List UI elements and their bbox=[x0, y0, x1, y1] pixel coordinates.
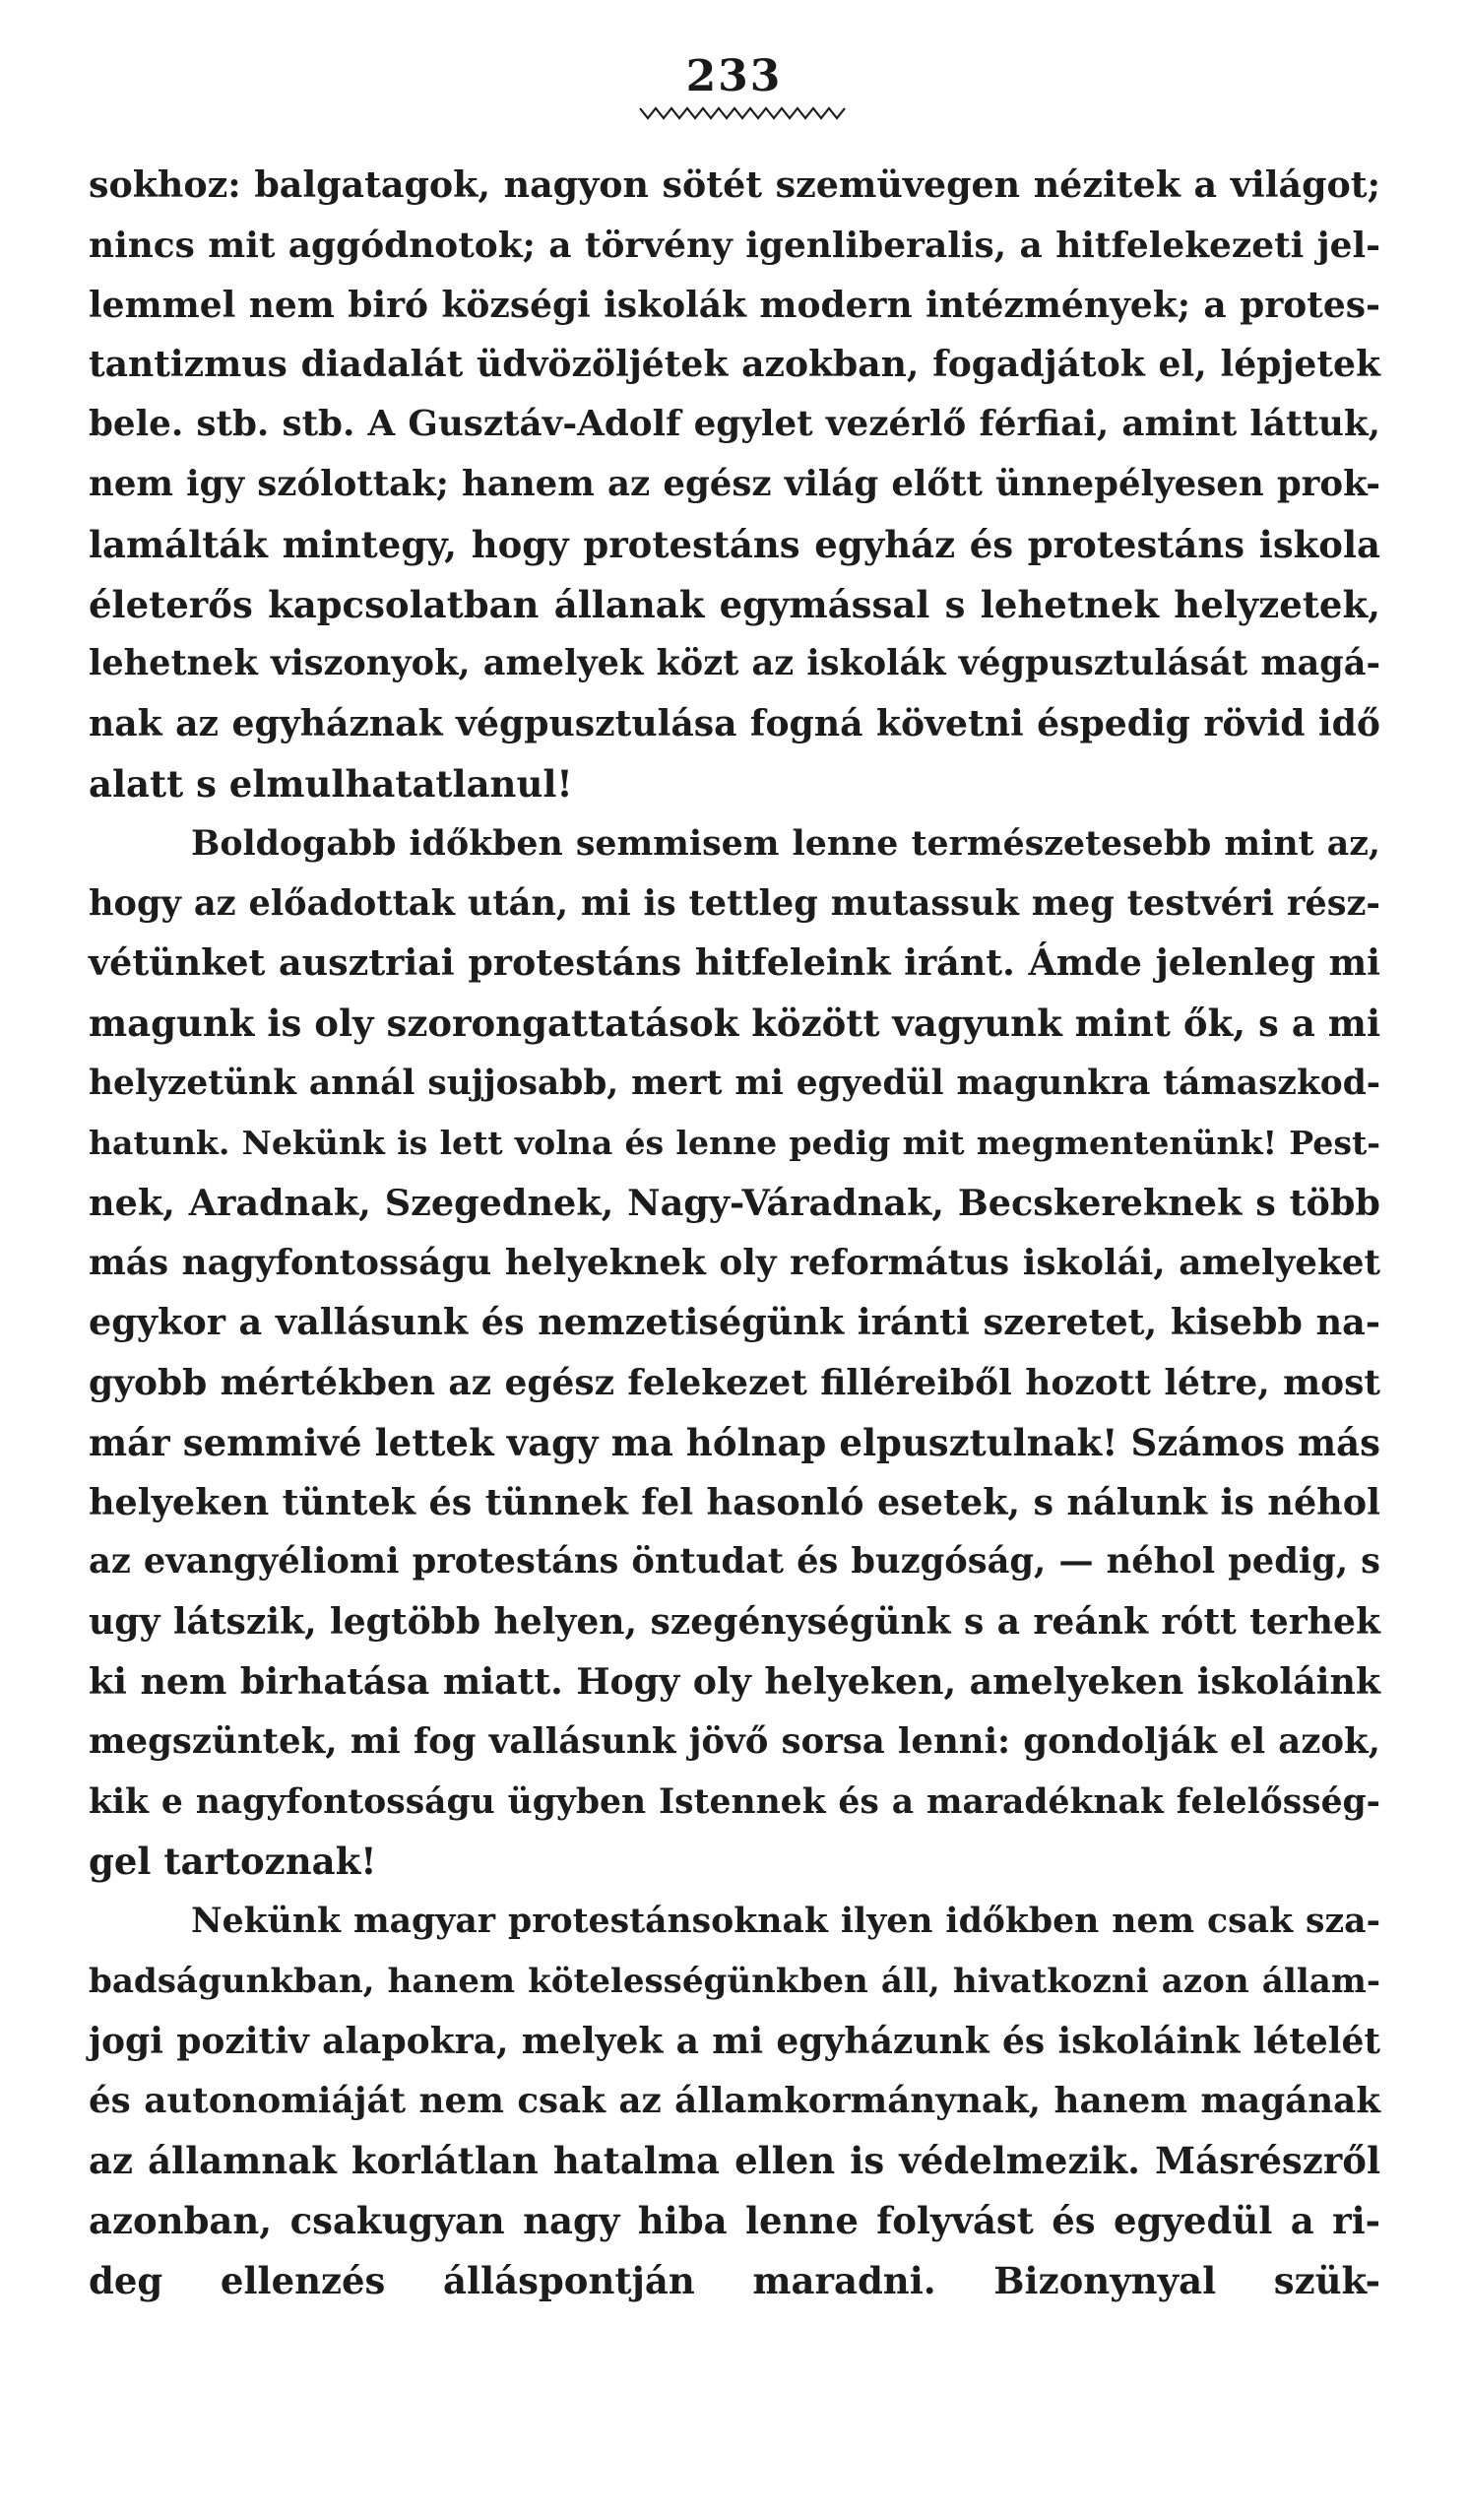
text-line: és autonomiáját nem csak az államkormánynak, hanem magának bbox=[89, 2080, 1380, 2121]
text-line: gel tartoznak! bbox=[89, 1840, 377, 1884]
text-line: Boldogabb időkben semmisem lenne természetesebb mint az, bbox=[191, 822, 1380, 864]
text-line: jogi pozitiv alapokra, melyek a mi egyházunk és iskoláink lételét bbox=[89, 2020, 1380, 2062]
text-line: hogy az előadottak után, mi is tettleg mutassuk meg testvéri rész- bbox=[89, 882, 1380, 924]
text-line: megszüntek, mi fog vallásunk jövő sorsa lenni: gondolják el azok, bbox=[89, 1720, 1380, 1762]
text-line: nincs mit aggódnotok; a törvény igenliberalis, a hitfelekezeti jel- bbox=[89, 224, 1380, 266]
text-line: Nekünk magyar protestánsoknak ilyen időkben nem csak sza- bbox=[191, 1901, 1380, 1942]
text-line: badságunkban, hanem kötelességünkben áll, hivatkozni azon állam- bbox=[89, 1961, 1380, 2001]
wavy-ornament-icon bbox=[638, 104, 850, 122]
paragraph-2 bbox=[89, 814, 1380, 1892]
text-line: helyzetünk annál sujjosabb, mert mi egyedül magunkra támaszkod- bbox=[89, 1063, 1380, 1103]
text-line: lamálták mintegy, hogy protestáns egyház és protestáns iskola bbox=[89, 522, 1380, 566]
text-line: bele. stb. stb. A Gusztáv-Adolf egylet vezérlő férfiai, amint láttuk, bbox=[89, 404, 1380, 445]
text-line: helyeken tüntek és tünnek fel hasonló esetek, s nálunk is néhol bbox=[89, 1480, 1380, 1523]
text-line: magunk is oly szorongattatások között vagyunk mint ők, s a mi bbox=[89, 1002, 1380, 1046]
text-line: kik e nagyfontosságu ügyben Istennek és a maradéknak felelősség- bbox=[89, 1781, 1380, 1822]
text-line: az államnak korlátlan hatalma ellen is védelmezik. Másrészről bbox=[89, 2139, 1380, 2183]
text-line: azonban, csakugyan nagy hiba lenne folyvást és egyedül a ri- bbox=[89, 2199, 1380, 2243]
text-line: nek, Aradnak, Szegednek, Nagy-Váradnak, Becskereknek s több bbox=[89, 1181, 1380, 1224]
text-line: sokhoz: balgatagok, nagyon sötét szemüvegen nézitek a világot; bbox=[89, 163, 1380, 206]
text-line: hatunk. Nekünk is lett volna és lenne pedig mit megmentenünk! Pest- bbox=[89, 1123, 1380, 1162]
text-line: tantizmus diadalát üdvözöljétek azokban, fogadjátok el, lépjetek bbox=[89, 343, 1380, 386]
paragraph-1 bbox=[89, 156, 1380, 814]
text-line: életerős kapcsolatban állanak egymással s lehetnek helyzetek, bbox=[89, 582, 1380, 626]
text-line: vétünket ausztriai protestáns hitfeleink iránt. Ámde jelenleg mi bbox=[89, 941, 1380, 985]
text-line: más nagyfontosságu helyeknek oly református iskolái, amelyeket bbox=[89, 1242, 1380, 1284]
text-line: egykor a vallásunk és nemzetiségünk iránti szeretet, kisebb na- bbox=[89, 1301, 1380, 1344]
page-number: 233 bbox=[685, 51, 783, 101]
paragraph-3 bbox=[89, 1892, 1380, 2311]
text-line: alatt s elmulhatatlanul! bbox=[89, 761, 573, 806]
text-line: deg ellenzés álláspontján maradni. Bizonynyal szük- bbox=[89, 2258, 1380, 2302]
body-text bbox=[89, 156, 1380, 2311]
text-line: lemmel nem biró községi iskolák modern intézmények; a protes- bbox=[89, 284, 1380, 326]
text-line: már semmivé lettek vagy ma hólnap elpusztulnak! Számos más bbox=[89, 1420, 1380, 1464]
text-line: az evangyéliomi protestáns öntudat és buzgóság, — néhol pedig, s bbox=[89, 1541, 1380, 1583]
text-line: nem igy szólottak; hanem az egész világ előtt ünnepélyesen prok- bbox=[89, 463, 1380, 504]
text-line: ugy látszik, legtöbb helyen, szegénységünk s a reánk rótt terhek bbox=[89, 1600, 1380, 1644]
text-line: ki nem birhatása miatt. Hogy oly helyeken, amelyeken iskoláink bbox=[89, 1659, 1380, 1703]
text-line: lehetnek viszonyok, amelyek közt az iskolák végpusztulását magá- bbox=[89, 643, 1380, 684]
text-line: gyobb mértékben az egész felekezet filléreiből hozott létre, most bbox=[89, 1361, 1380, 1403]
text-line: nak az egyháznak végpusztulása fogná követni éspedig rövid idő bbox=[89, 702, 1380, 745]
